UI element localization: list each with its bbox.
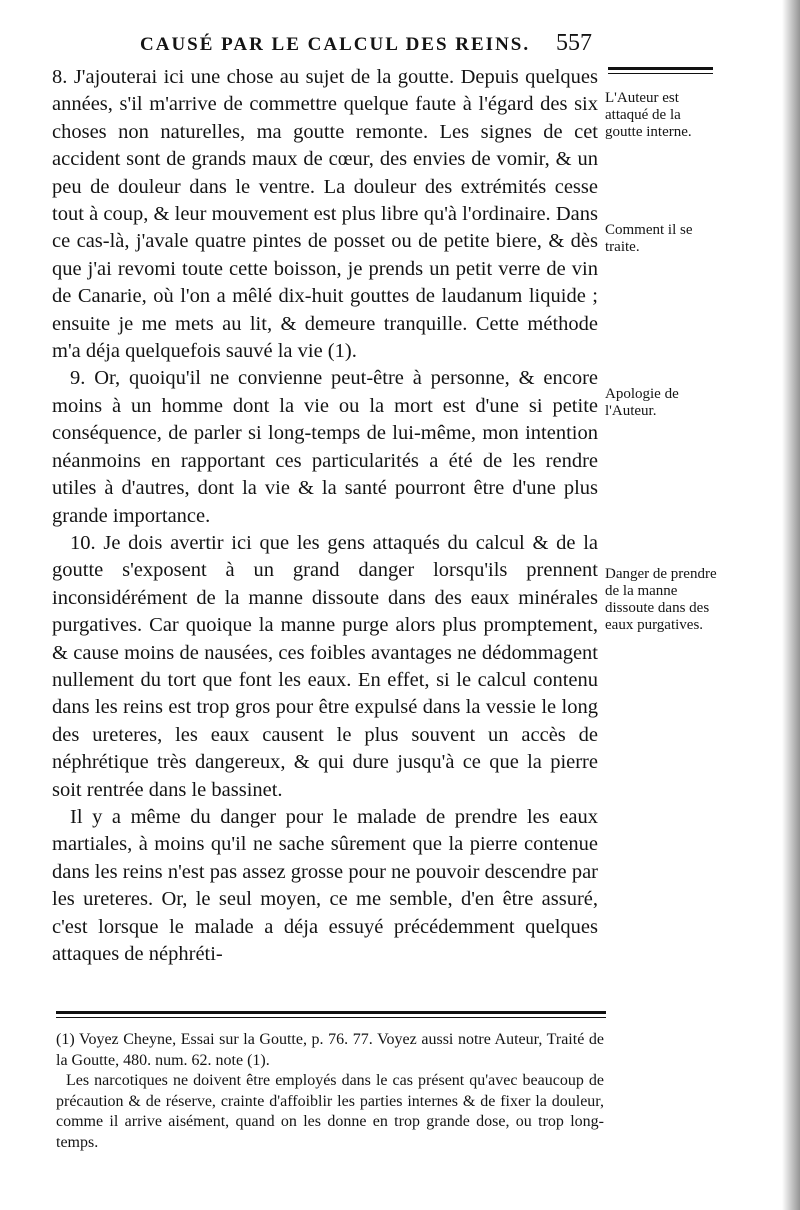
margin-note-danger-manne: Danger de prendre de la manne dissoute dans des eaux purgatives. xyxy=(605,566,717,633)
footnote-1: (1) Voyez Cheyne, Essai sur la Goutte, p. 76. 77. Voyez aussi notre Auteur, Traité de la Goutte, 480. num. 62. note (1). xyxy=(56,1031,604,1069)
paragraph-8: 8. J'ajouterai ici une chose au sujet de la goutte. Depuis quelques années, s'il m'arrive de commettre quelque faute à l'égard des six choses non naturelles, ma goutte remonte. Les signes de cet accident sont de grands maux de cœur, des envies de vomir, & un peu de douleur dans le ventre. La douleur des extrémités cesse tout à coup, & leur mouvement est plus libre qu'à l'ordinaire. Dans ce cas-là, j'avale quatre pintes de posset ou de petite biere, & dès que j'ai revomi toute cette boisson, je prends un petit verre de vin de Canarie, où l'on a mêlé dix-huit gouttes de laudanum liquide ; ensuite je me mets au lit, & demeure tranquille. Cette méthode m'a déja quelquefois sauvé la vie (1). xyxy=(52,66,598,363)
margin-note-apologie: Apologie de l'Auteur. xyxy=(605,386,679,419)
main-text xyxy=(52,64,598,968)
paragraph-9: 9. Or, quoiqu'il ne convienne peut-être à personne, & encore moins à un homme dont la vie ou la mort est d'une si petite conséquence, de parler si long-temps de lui-même, mon intention néanmoins en rapportant ces particularités a été de les rendre utiles à d'autres, dont la vie & la santé pourront être d'une plus grande importance. xyxy=(52,367,598,527)
footnote-rule xyxy=(56,1011,606,1014)
footnotes xyxy=(56,1030,604,1153)
page-edge-shadow xyxy=(782,0,800,1210)
page-number: 557 xyxy=(556,30,592,56)
paragraph-10: 10. Je dois avertir ici que les gens attaqués du calcul & de la goutte s'exposent à un grand danger lorsqu'ils prennent inconsidérément de la manne dissoute dans des eaux minérales purgatives. Car quoique la manne purge alors plus promptement, & cause moins de nausées, ces foibles avantages ne dédommagent nullement du tort que font les eaux. En effet, si le calcul contenu dans les reins est trop gros pour être expulsé dans la vessie le long des ureteres, les eaux causent le plus souvent un accès de néphrétique très dangereux, & qui dure jusqu'à ce que la pierre soit rentrée dans le bassinet. xyxy=(52,531,598,801)
paragraph-eaux-martiales: Il y a même du danger pour le malade de prendre les eaux martiales, à moins qu'il ne sache sûrement que la pierre contenue dans les reins n'est pas assez grosse pour ne pouvoir descendre par les ureteres. Or, le seul moyen, ce me semble, d'en être assuré, c'est lorsque le malade a déja essuyé précédemment quelques attaques de néphréti- xyxy=(52,805,598,965)
margin-note-traitement: Comment il se traite. xyxy=(605,222,693,255)
header-rule xyxy=(608,67,713,70)
footnote-2: Les narcotiques ne doivent être employés dans le cas présent qu'avec beaucoup de précaution & de réserve, crainte d'affoiblir les parties internes & de fixer la douleur, comme il arrive aisément, quand on les donne en trop grande dose, ou trop long-temps. xyxy=(56,1072,604,1151)
margin-note-goutte-interne: L'Auteur est attaqué de la goutte interne. xyxy=(605,90,692,140)
running-title: CAUSÉ PAR LE CALCUL DES REINS. xyxy=(140,34,531,55)
